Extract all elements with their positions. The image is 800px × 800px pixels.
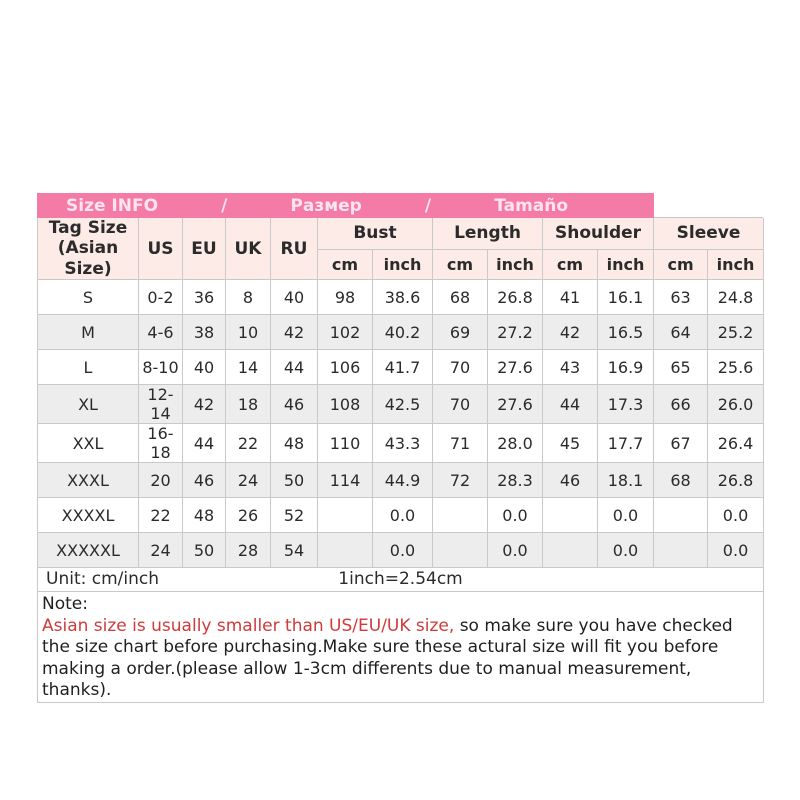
col-header-eu: EU	[183, 218, 226, 280]
cell-length-cm: 68	[433, 280, 488, 315]
cell-ru: 44	[271, 350, 318, 385]
col-header-sleeve: Sleeve	[654, 218, 764, 250]
table-row	[38, 385, 764, 424]
cell-shoulder-inch: 18.1	[598, 463, 654, 498]
col-header-length-inch: inch	[488, 249, 543, 280]
cell-tag-size: L	[38, 350, 139, 385]
cell-length-inch: 27.2	[488, 315, 543, 350]
cell-sleeve-inch: 24.8	[708, 280, 764, 315]
note-label: Note:	[42, 594, 88, 615]
col-header-sleeve-inch: inch	[708, 249, 764, 280]
cell-shoulder-cm: 44	[543, 385, 598, 424]
cell-uk: 24	[226, 463, 271, 498]
cell-shoulder-cm: 46	[543, 463, 598, 498]
cell-sleeve-inch: 26.8	[708, 463, 764, 498]
cell-shoulder-cm: 43	[543, 350, 598, 385]
cell-ru: 48	[271, 424, 318, 463]
cell-length-inch: 0.0	[488, 533, 543, 568]
note-warning-text: Asian size is usually smaller than US/EU/UK size,	[42, 615, 455, 636]
cell-shoulder-inch: 16.1	[598, 280, 654, 315]
cell-sleeve-cm: 68	[654, 463, 708, 498]
cell-shoulder-inch: 16.5	[598, 315, 654, 350]
cell-ru: 40	[271, 280, 318, 315]
cell-tag-size: XXXL	[38, 463, 139, 498]
cell-bust-inch: 0.0	[373, 533, 433, 568]
table-row	[38, 280, 764, 315]
col-header-ru: RU	[271, 218, 318, 280]
cell-us: 16-18	[139, 424, 183, 463]
cell-tag-size: S	[38, 280, 139, 315]
cell-length-inch: 28.0	[488, 424, 543, 463]
cell-bust-inch: 42.5	[373, 385, 433, 424]
cell-sleeve-inch: 26.4	[708, 424, 764, 463]
cell-tag-size: XL	[38, 385, 139, 424]
cell-bust-cm: 102	[318, 315, 373, 350]
cell-eu: 40	[183, 350, 226, 385]
cell-sleeve-inch: 26.0	[708, 385, 764, 424]
title-tamano: Tamaño	[494, 195, 569, 216]
cell-length-cm: 70	[433, 385, 488, 424]
cell-sleeve-cm	[654, 498, 708, 533]
cell-tag-size: M	[38, 315, 139, 350]
table-row	[38, 498, 764, 533]
cell-us: 24	[139, 533, 183, 568]
cell-bust-inch: 43.3	[373, 424, 433, 463]
cell-length-inch: 0.0	[488, 498, 543, 533]
cell-eu: 50	[183, 533, 226, 568]
cell-uk: 8	[226, 280, 271, 315]
table-row	[38, 350, 764, 385]
cell-length-cm: 69	[433, 315, 488, 350]
cell-us: 22	[139, 498, 183, 533]
cell-uk: 26	[226, 498, 271, 533]
unit-row	[38, 568, 764, 592]
cell-length-cm: 70	[433, 350, 488, 385]
cell-us: 20	[139, 463, 183, 498]
cell-length-inch: 27.6	[488, 385, 543, 424]
cell-shoulder-cm: 45	[543, 424, 598, 463]
size-rows	[38, 280, 764, 568]
cell-ru: 50	[271, 463, 318, 498]
title-bar	[38, 194, 654, 218]
size-chart	[37, 193, 763, 703]
cell-ru: 46	[271, 385, 318, 424]
col-header-length-cm: cm	[433, 249, 488, 280]
note-row	[38, 592, 764, 703]
cell-length-inch: 26.8	[488, 280, 543, 315]
cell-bust-inch: 44.9	[373, 463, 433, 498]
cell-eu: 38	[183, 315, 226, 350]
cell-sleeve-cm: 64	[654, 315, 708, 350]
cell-sleeve-inch: 0.0	[708, 498, 764, 533]
title-razmer: Размер	[290, 195, 362, 216]
cell-shoulder-inch: 0.0	[598, 498, 654, 533]
cell-us: 4-6	[139, 315, 183, 350]
cell-us: 12-14	[139, 385, 183, 424]
note-cell	[38, 592, 764, 703]
cell-sleeve-inch: 0.0	[708, 533, 764, 568]
title-row	[38, 194, 764, 218]
cell-bust-inch: 38.6	[373, 280, 433, 315]
cell-bust-cm: 110	[318, 424, 373, 463]
cell-ru: 54	[271, 533, 318, 568]
cell-shoulder-cm	[543, 533, 598, 568]
cell-sleeve-cm: 63	[654, 280, 708, 315]
size-table	[37, 193, 764, 703]
col-header-shoulder: Shoulder	[543, 218, 654, 250]
cell-eu: 46	[183, 463, 226, 498]
cell-bust-cm	[318, 498, 373, 533]
cell-ru: 52	[271, 498, 318, 533]
title-blank-area	[654, 194, 764, 218]
note-body-text: so make sure you have checked the size chart before purchasing.Make sure these actural size will fit you before making a order.(please allow 1-3cm differents due to manual measurement, thanks).	[42, 615, 733, 701]
col-header-bust: Bust	[318, 218, 433, 250]
col-header-bust-inch: inch	[373, 249, 433, 280]
cell-shoulder-inch: 16.9	[598, 350, 654, 385]
cell-shoulder-cm: 42	[543, 315, 598, 350]
cell-sleeve-cm: 66	[654, 385, 708, 424]
header-group-row	[38, 218, 764, 250]
unit-cell	[38, 568, 764, 592]
cell-shoulder-inch: 17.3	[598, 385, 654, 424]
cell-length-inch: 27.6	[488, 350, 543, 385]
cell-bust-cm: 106	[318, 350, 373, 385]
col-header-length: Length	[433, 218, 543, 250]
cell-shoulder-cm	[543, 498, 598, 533]
cell-sleeve-cm: 65	[654, 350, 708, 385]
table-row	[38, 315, 764, 350]
cell-uk: 18	[226, 385, 271, 424]
unit-label: Unit: cm/inch	[46, 569, 159, 590]
cell-tag-size: XXL	[38, 424, 139, 463]
cell-tag-size: XXXXXL	[38, 533, 139, 568]
cell-shoulder-inch: 17.7	[598, 424, 654, 463]
cell-bust-inch: 0.0	[373, 498, 433, 533]
table-row	[38, 533, 764, 568]
title-separator: /	[424, 195, 432, 216]
cell-sleeve-inch: 25.6	[708, 350, 764, 385]
cell-uk: 28	[226, 533, 271, 568]
cell-eu: 48	[183, 498, 226, 533]
cell-length-cm	[433, 498, 488, 533]
col-header-tag-size: Tag Size (Asian Size)	[38, 218, 139, 280]
cell-length-cm	[433, 533, 488, 568]
cell-bust-cm: 114	[318, 463, 373, 498]
cell-sleeve-inch: 25.2	[708, 315, 764, 350]
cell-us: 0-2	[139, 280, 183, 315]
cell-bust-inch: 40.2	[373, 315, 433, 350]
col-header-shoulder-inch: inch	[598, 249, 654, 280]
table-row	[38, 463, 764, 498]
cell-eu: 42	[183, 385, 226, 424]
cell-shoulder-inch: 0.0	[598, 533, 654, 568]
cell-uk: 10	[226, 315, 271, 350]
col-header-sleeve-cm: cm	[654, 249, 708, 280]
title-separator: /	[221, 195, 228, 216]
cell-bust-cm: 98	[318, 280, 373, 315]
cell-length-cm: 72	[433, 463, 488, 498]
cell-bust-cm: 108	[318, 385, 373, 424]
col-header-shoulder-cm: cm	[543, 249, 598, 280]
table-row	[38, 424, 764, 463]
col-header-uk: UK	[226, 218, 271, 280]
title-size-info: Size INFO	[66, 195, 159, 216]
cell-uk: 14	[226, 350, 271, 385]
cell-shoulder-cm: 41	[543, 280, 598, 315]
cell-sleeve-cm	[654, 533, 708, 568]
col-header-us: US	[139, 218, 183, 280]
cell-bust-inch: 41.7	[373, 350, 433, 385]
cell-length-inch: 28.3	[488, 463, 543, 498]
cell-us: 8-10	[139, 350, 183, 385]
cell-bust-cm	[318, 533, 373, 568]
cell-ru: 42	[271, 315, 318, 350]
cell-uk: 22	[226, 424, 271, 463]
inch-conversion: 1inch=2.54cm	[338, 569, 463, 590]
cell-length-cm: 71	[433, 424, 488, 463]
col-header-bust-cm: cm	[318, 249, 373, 280]
cell-eu: 44	[183, 424, 226, 463]
cell-sleeve-cm: 67	[654, 424, 708, 463]
cell-tag-size: XXXXL	[38, 498, 139, 533]
note-text	[42, 616, 755, 702]
cell-eu: 36	[183, 280, 226, 315]
